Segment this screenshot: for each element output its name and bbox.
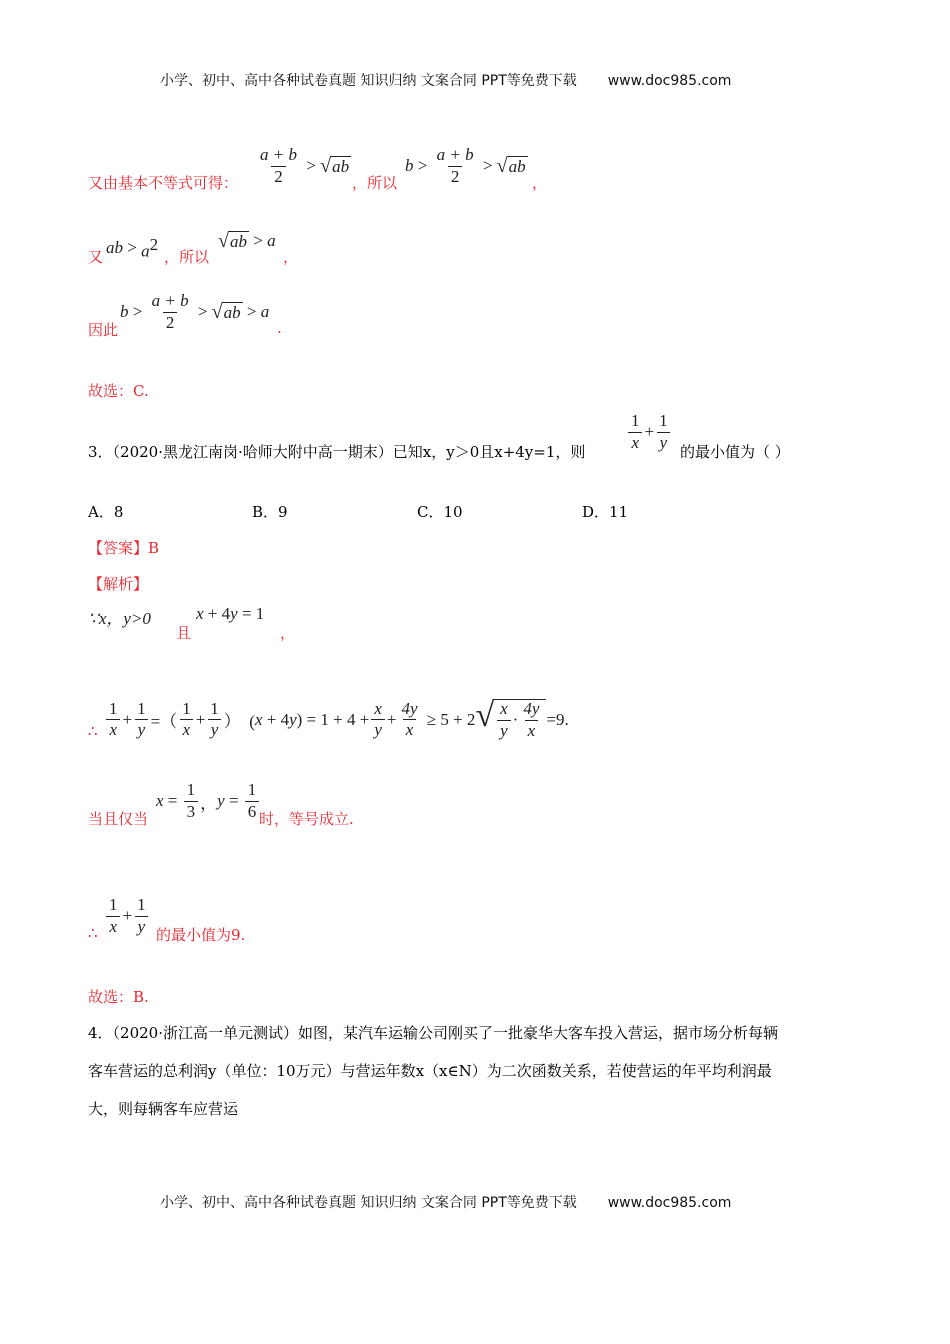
- q4-line3: 大，则每辆客车应营运: [88, 1100, 239, 1118]
- footer-site: www.doc985.com: [607, 1195, 732, 1211]
- q3-min-suffix: 的最小值为9.: [156, 926, 246, 944]
- q3-therefore-2: ∴: [88, 924, 98, 942]
- prev-line2-mid: ，所以: [164, 248, 210, 266]
- math-sqrt-gt-a: √ ab > a: [218, 230, 276, 252]
- math-constraint: x + 4 y = 1: [196, 604, 265, 623]
- prev-conclusion: 故选：C.: [88, 382, 149, 400]
- q3-conclusion: 故选：B.: [88, 988, 149, 1006]
- footer-text: 小学、初中、高中各种试卷真题 知识归纳 文案合同 PPT等免费下载: [160, 1195, 577, 1211]
- page-footer: [160, 1192, 731, 1212]
- q3-analysis-label: 【解析】: [88, 575, 149, 593]
- math-recip-sum-2: $\frac{1}{x}$ + $\frac{1}{y}$: [104, 896, 151, 936]
- math-ab-gt-a2: ab > $a^2$: [106, 235, 159, 261]
- q3-stem-suffix: 的最小值为（ ）: [680, 443, 790, 461]
- q3-option-b: B．9: [252, 503, 288, 521]
- q3-qie: 且: [176, 624, 192, 642]
- q3-option-c: C．10: [417, 503, 463, 521]
- math-ineq-chain: b > $\frac{a + b}{2}$ > √ ab > a: [120, 291, 270, 332]
- math-main-derivation: $\frac{1}{x}$ + $\frac{1}{y}$ =（ $\frac{1}{x}$ + $\frac{1}{y}$ ） ( x + 4 y ) = 1 + 4 + $\frac{x}{y}$ + $\frac{4y}{x}$ ≥ 5 + 2 √ $\frac{x}{y}$ · $\frac{4y}{x}$ =9.: [104, 699, 569, 740]
- header-text: 小学、初中、高中各种试卷真题 知识归纳 文案合同 PPT等免费下载: [160, 73, 577, 89]
- prev-line1-prefix: 又由基本不等式可得：: [88, 174, 239, 192]
- prev-line3-end: .: [277, 319, 282, 337]
- q3-stem-prefix: 3．（2020·黑龙江南岗·哈师大附中高一期末）已知x，y＞0且x+4y=1，则: [88, 443, 586, 461]
- q3-answer: 【答案】B: [88, 539, 160, 557]
- math-ineq-1: $\frac{a + b}{2}$ > √ ab: [260, 145, 350, 186]
- page-header: [160, 70, 731, 90]
- q3-comma: ，: [280, 624, 296, 642]
- q3-therefore-1: ∴: [88, 722, 98, 740]
- q3-iff-prefix: 当且仅当: [88, 810, 149, 828]
- q3-option-d: D．11: [582, 503, 629, 521]
- q3-because: ∵x，y>0: [88, 609, 151, 628]
- prev-line1-end: ，: [532, 174, 548, 192]
- math-equality-values: x = $\frac{1}{3}$ ， y = $\frac{1}{6}$: [156, 781, 261, 821]
- prev-line2-prefix: 又: [88, 248, 104, 266]
- header-site: www.doc985.com: [607, 73, 732, 89]
- math-ineq-2: b > $\frac{a + b}{2}$ > √ ab: [405, 145, 526, 186]
- q3-iff-suffix: 时，等号成立.: [259, 810, 354, 828]
- prev-line2-end: ，: [283, 248, 299, 266]
- q4-line2: 客车营运的总利润y（单位：10万元）与营运年数x（x∈N）为二次函数关系，若使营运的年平均利润最: [88, 1062, 772, 1080]
- prev-line1-mid: ，所以: [352, 174, 398, 192]
- q3-option-a: A．8: [88, 503, 124, 521]
- prev-line3-prefix: 因此: [88, 321, 119, 339]
- math-recip-sum: $\frac{1}{x}$ + $\frac{1}{y}$: [626, 412, 673, 452]
- q4-line1: 4．（2020·浙江高一单元测试）如图，某汽车运输公司刚买了一批豪华大客车投入营运，据市场分析每辆: [88, 1024, 778, 1042]
